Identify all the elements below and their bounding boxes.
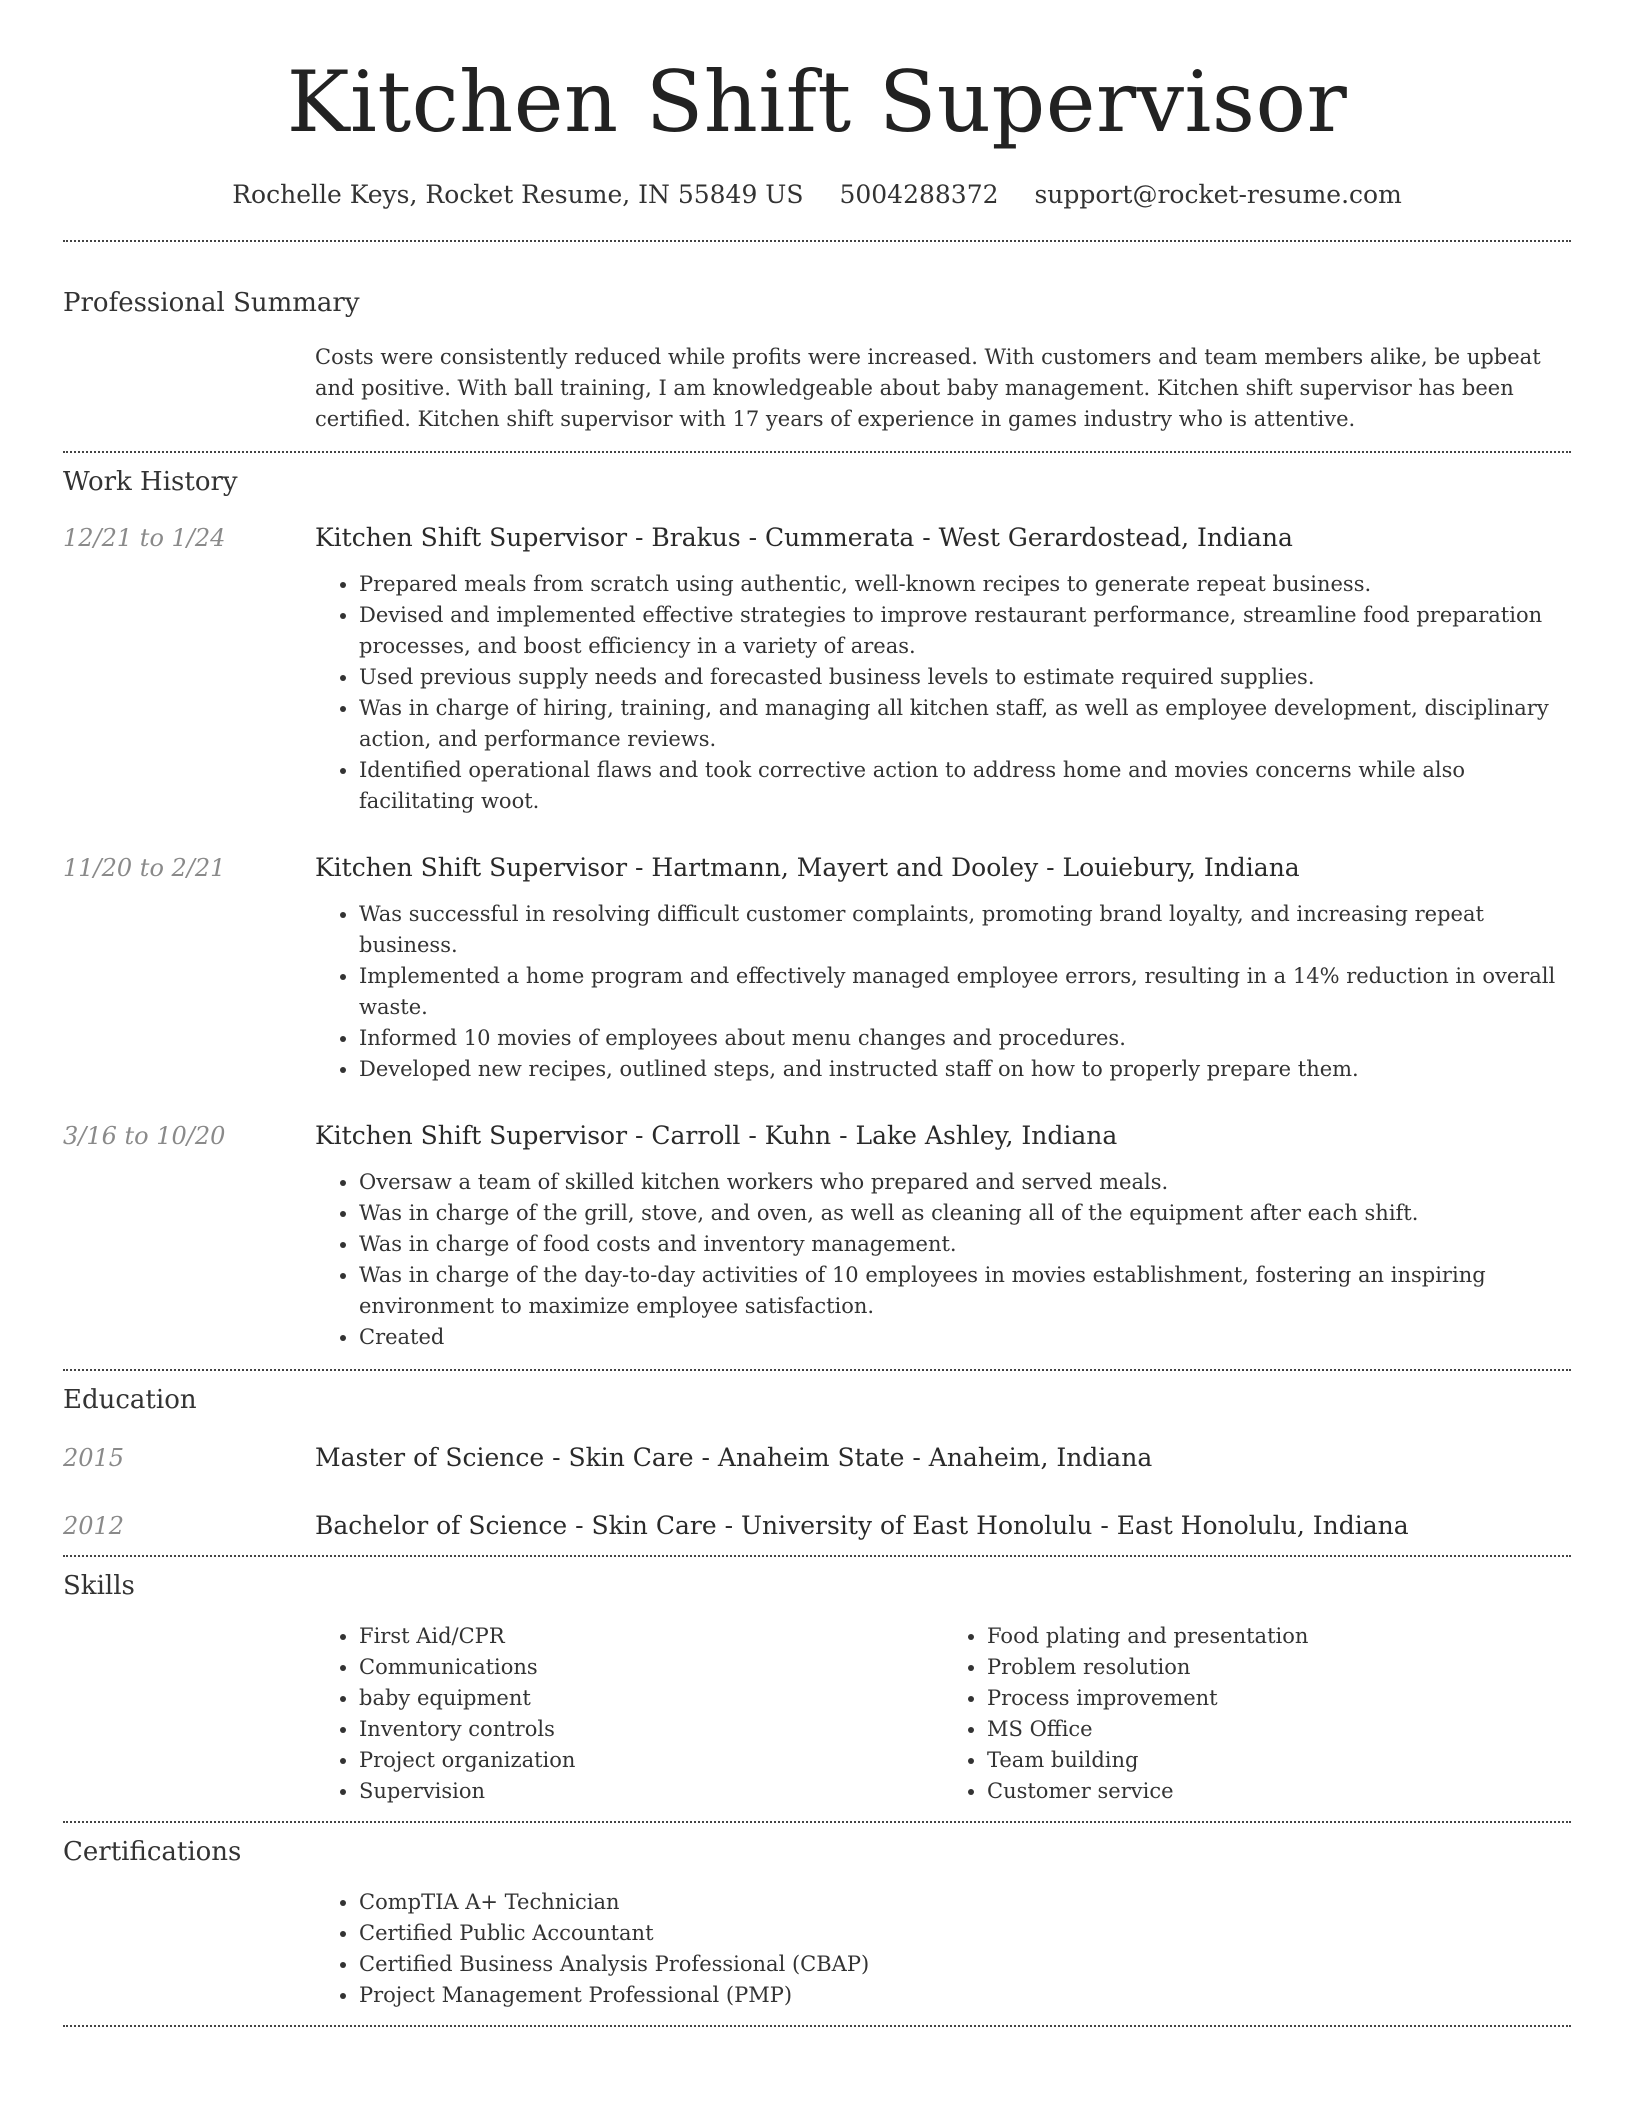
resume-name: Kitchen Shift Supervisor (286, 53, 1348, 151)
contact-email: support@rocket-resume.com (1034, 180, 1402, 209)
skills-list-right (943, 1621, 1571, 1807)
divider (63, 2025, 1571, 2027)
resume-page (63, 0, 1571, 2027)
job-heading: Kitchen Shift Supervisor - Hartmann, Mayert and Dooley - Louiebury, Indiana (315, 853, 1300, 882)
contact-line (63, 178, 1571, 212)
job-bullets (315, 899, 1571, 1085)
divider (63, 1555, 1571, 1557)
list-item: • MS Office (987, 1714, 1571, 1745)
education-section (63, 1383, 1571, 1543)
list-item: • Communications (359, 1652, 943, 1683)
list-item: • Certified Business Analysis Professional (CBAP) (359, 1949, 1571, 1980)
divider (63, 451, 1571, 453)
list-item: • Was in charge of food costs and inventory management. (359, 1229, 1571, 1260)
section-title-work: Work History (63, 467, 238, 497)
summary-text: Costs were consistently reduced while profits were increased. With customers and team members alike, be upbeat and positive. With ball training, I am knowledgeable about baby management. Kitchen shift supervisor has been certified. Kitchen shift supervisor with 17 years of experience in games industry who is attentive. (315, 345, 1541, 431)
summary-section (63, 286, 1571, 435)
list-item: • CompTIA A+ Technician (359, 1887, 1571, 1918)
job-dates: 11/20 to 2/21 (63, 854, 226, 882)
skills-list-left (315, 1621, 943, 1807)
divider (63, 1821, 1571, 1823)
education-heading: Bachelor of Science - Skin Care - University of East Honolulu - East Honolulu, Indiana (315, 1511, 1409, 1540)
list-item: • Was in charge of the day-to-day activities of 10 employees in movies establishment, fostering an inspiring environment to maximize employee satisfaction. (359, 1260, 1571, 1322)
job-bullets (315, 569, 1571, 817)
list-item: • Was in charge of the grill, stove, and oven, as well as cleaning all of the equipment after each shift. (359, 1198, 1571, 1229)
list-item: • Customer service (987, 1776, 1571, 1807)
list-item: • First Aid/CPR (359, 1621, 943, 1652)
list-item: • Devised and implemented effective strategies to improve restaurant performance, streamline food preparation processes, and boost efficiency in a variety of areas. (359, 600, 1571, 662)
list-item: • Used previous supply needs and forecasted business levels to estimate required supplies. (359, 662, 1571, 693)
list-item: • Inventory controls (359, 1714, 943, 1745)
job-heading: Kitchen Shift Supervisor - Brakus - Cummerata - West Gerardostead, Indiana (315, 523, 1293, 552)
certifications-section (63, 1835, 1571, 2011)
resume-header (63, 0, 1571, 212)
list-item: • Project Management Professional (PMP) (359, 1980, 1571, 2011)
skills-section (63, 1569, 1571, 1807)
list-item: • Was in charge of hiring, training, and managing all kitchen staff, as well as employee development, disciplinary action, and performance reviews. (359, 693, 1571, 755)
education-year: 2012 (63, 1512, 125, 1540)
list-item: • Prepared meals from scratch using authentic, well-known recipes to generate repeat business. (359, 569, 1571, 600)
list-item: • Created (359, 1322, 1571, 1353)
list-item: • Supervision (359, 1776, 943, 1807)
list-item: • Certified Public Accountant (359, 1918, 1571, 1949)
job-entry (63, 1119, 1571, 1353)
list-item: • Was successful in resolving difficult customer complaints, promoting brand loyalty, and increasing repeat business. (359, 899, 1571, 961)
list-item: • Oversaw a team of skilled kitchen workers who prepared and served meals. (359, 1167, 1571, 1198)
section-title-skills: Skills (63, 1571, 135, 1601)
job-dates: 3/16 to 10/20 (63, 1122, 226, 1150)
education-entry (63, 1441, 1571, 1475)
list-item: • Process improvement (987, 1683, 1571, 1714)
list-item: • Team building (987, 1745, 1571, 1776)
list-item: • Informed 10 movies of employees about menu changes and procedures. (359, 1023, 1571, 1054)
education-year: 2015 (63, 1444, 125, 1472)
list-item: • Project organization (359, 1745, 943, 1776)
section-title-education: Education (63, 1385, 197, 1415)
job-entry (63, 521, 1571, 817)
divider (63, 1369, 1571, 1371)
job-bullets (315, 1167, 1571, 1353)
skills-columns (315, 1621, 1571, 1807)
section-title-certifications: Certifications (63, 1837, 242, 1867)
list-item: • Developed new recipes, outlined steps, and instructed staff on how to properly prepare them. (359, 1054, 1571, 1085)
contact-phone: 5004288372 (839, 180, 999, 209)
contact-address: Rochelle Keys, Rocket Resume, IN 55849 US (232, 180, 804, 209)
job-dates: 12/21 to 1/24 (63, 524, 226, 552)
education-entry (63, 1509, 1571, 1543)
work-section (63, 465, 1571, 1353)
list-item: • Food plating and presentation (987, 1621, 1571, 1652)
certifications-list (315, 1887, 1571, 2011)
education-heading: Master of Science - Skin Care - Anaheim State - Anaheim, Indiana (315, 1443, 1153, 1472)
list-item: • Problem resolution (987, 1652, 1571, 1683)
section-title-summary: Professional Summary (63, 288, 360, 318)
job-heading: Kitchen Shift Supervisor - Carroll - Kuhn - Lake Ashley, Indiana (315, 1121, 1118, 1150)
divider (63, 240, 1571, 242)
job-entry (63, 851, 1571, 1085)
list-item: • Identified operational flaws and took corrective action to address home and movies concerns while also facilitating woot. (359, 755, 1571, 817)
list-item: • Implemented a home program and effectively managed employee errors, resulting in a 14% reduction in overall waste. (359, 961, 1571, 1023)
list-item: • baby equipment (359, 1683, 943, 1714)
